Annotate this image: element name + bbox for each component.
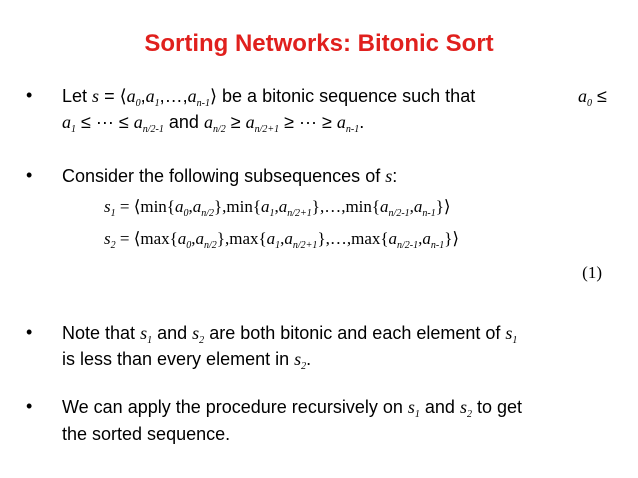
bullet-4-line-2: the sorted sequence.	[62, 424, 231, 444]
bullet-1-line-2: $a_1$ ≤ ··· ≤ $a_{n/2-1}$ and $a_{n/2} \ge a_{n/2+1}$ ≥ ··· ≥ $a_{n-1}$.	[62, 112, 365, 135]
bullet-1-marker: •	[26, 85, 33, 105]
equation-number: (1)	[582, 263, 602, 282]
slide-title: Sorting Networks: Bitonic Sort	[144, 30, 494, 57]
bullet-1-line-1-right: $a_0$ ≤	[578, 86, 607, 109]
bullet-3-line-2: is less than every element in $s_2$.	[62, 349, 312, 372]
bullet-2-marker: •	[26, 165, 33, 185]
equation-s2: $s_2$ = $⟨\max\{a_0,a_{n/2}\},\max\{a_1,a_{n/2+1}\},\dots,\max\{a_{n/2-1},a_{n-1}\}⟩$	[104, 229, 460, 251]
equation-s1: $s_1$ = $⟨\min\{a_0,a_{n/2}\},\min\{a_1,a_{n/2+1}\},\dots,\min\{a_{n/2-1},a_{n-1}\}⟩$	[104, 197, 451, 219]
bullet-2-line: Consider the following subsequences of s:	[62, 166, 398, 186]
bullet-4-marker: •	[26, 396, 33, 416]
bullet-3-line-1: Note that $s_1$ and $s_2$ are both bitonic and each element of $s_1$	[62, 323, 518, 346]
bullet-1-line-1: Let $s = ⟨a_0,a_1,\dots,a_{n-1}⟩$ be a bitonic sequence such that	[62, 86, 476, 109]
bullet-3-marker: •	[26, 322, 33, 342]
bullet-4-line-1: We can apply the procedure recursively on $s_1$ and $s_2$ to get	[62, 397, 523, 420]
